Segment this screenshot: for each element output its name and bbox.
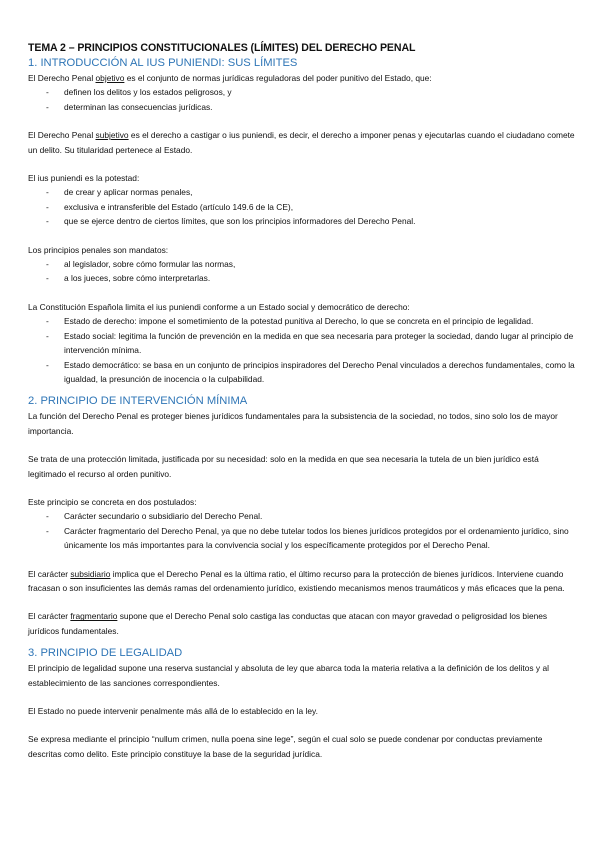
list-item: - Estado de derecho: impone el sometimiento de la potestad punitiva al Derecho, lo que se concreta en el principio de legalidad. <box>28 314 576 328</box>
bullet-list <box>28 185 576 228</box>
section-heading: 1. INTRODUCCIÓN AL IUS PUNIENDI: SUS LÍMITES <box>28 57 298 69</box>
underlined-term: subsidiario <box>70 568 111 579</box>
paragraph: El ius puniendi es la potestad: <box>28 173 140 184</box>
list-item: - Estado social: legitima la función de prevención en la medida en que sea necesaria para proteger la sociedad, dando lugar al principio de intervención mínima. <box>28 329 576 358</box>
list-item: - Carácter secundario o subsidiario del Derecho Penal. <box>28 509 576 523</box>
paragraph: El Derecho Penal objetivo es el conjunto de normas jurídicas reguladoras del poder punitivo del Estado, que: <box>28 73 432 83</box>
paragraph: El Estado no puede intervenir penalmente más allá de lo establecido en la ley. <box>28 706 318 716</box>
paragraph: La función del Derecho Penal es proteger bienes jurídicos fundamentales para la subsistencia de la sociedad, no todos, sino solo los de mayor importancia. <box>28 411 558 436</box>
paragraph: Este principio se concreta en dos postulados: <box>28 496 197 507</box>
bullet-list <box>28 257 576 286</box>
paragraph: Se trata de una protección limitada, justificada por su necesidad: solo en la medida en que sea necesaria la tutela de un bien jurídico está legitimado el recurso al orden punitivo. <box>28 454 539 479</box>
document-title: TEMA 2 – PRINCIPIOS CONSTITUCIONALES (LÍMITES) DEL DERECHO PENAL <box>28 42 416 54</box>
list-item: - al legislador, sobre cómo formular las normas, <box>28 257 576 271</box>
paragraph: El carácter subsidiario implica que el Derecho Penal es la última ratio, el último recurso para la protección de bienes jurídicos. Interviene cuando fracasan o son insuficientes las demás ramas del ordenamiento jurídico, existiendo mecanismos menos traumáticos y más eficaces que la pena. <box>28 568 565 593</box>
section-heading: 3. PRINCIPIO DE LEGALIDAD <box>28 647 183 660</box>
list-item: - que se ejerce dentro de ciertos límites, que son los principios informadores del Derecho Penal. <box>28 214 576 228</box>
list-item: - de crear y aplicar normas penales, <box>28 185 576 199</box>
section-heading: 2. PRINCIPIO DE INTERVENCIÓN MÍNIMA <box>28 395 248 408</box>
underlined-term: subjetivo <box>95 130 129 141</box>
bullet-list <box>28 314 576 386</box>
underlined-term: fragmentario <box>70 611 118 622</box>
paragraph: Se expresa mediante el principio “nullum crimen, nulla poena sine lege”, según el cual solo se puede condenar por conductas previamente descritas como delito. Este principio constituye la base de la seguridad jurídica. <box>28 734 543 759</box>
paragraph: El principio de legalidad supone una reserva sustancial y absoluta de ley que abarca toda la materia relativa a la definición de los delitos y al establecimiento de las sanciones correspondientes. <box>28 663 549 688</box>
paragraph: Los principios penales son mandatos: <box>28 244 169 255</box>
paragraph: La Constitución Española limita el ius puniendi conforme a un Estado social y democrático de derecho: <box>28 301 410 312</box>
list-item: - a los jueces, sobre cómo interpretarlas. <box>28 271 576 285</box>
list-item: - Estado democrático: se basa en un conjunto de principios inspiradores del Derecho Penal vinculados a derechos fundamentales, como la igualdad, la presunción de inocencia o la culpabilidad. <box>28 358 576 387</box>
bullet-list <box>28 509 576 552</box>
paragraph: El Derecho Penal subjetivo es el derecho a castigar o ius puniendi, es decir, el derecho a imponer penas y ejecutarlas cuando el ciudadano comete un delito. Su titularidad pertenece al Estado. <box>28 130 575 155</box>
document-page <box>28 40 576 761</box>
bullet-list <box>28 85 576 114</box>
list-item: - determinan las consecuencias jurídicas. <box>28 100 576 114</box>
underlined-term: objetivo <box>95 73 125 83</box>
list-item: - exclusiva e intransferible del Estado (artículo 149.6 de la CE), <box>28 200 576 214</box>
list-item: - definen los delitos y los estados peligrosos, y <box>28 85 576 99</box>
list-item: - Carácter fragmentario del Derecho Penal, ya que no debe tutelar todos los bienes jurídicos protegidos por el ordenamiento jurídico, sino únicamente los más importantes para la convivencia social y los específicamente protegidos por el Derecho Penal. <box>28 524 576 553</box>
paragraph: El carácter fragmentario supone que el Derecho Penal solo castiga las conductas que atacan con mayor gravedad o peligrosidad los bienes jurídicos fundamentales. <box>28 611 548 636</box>
